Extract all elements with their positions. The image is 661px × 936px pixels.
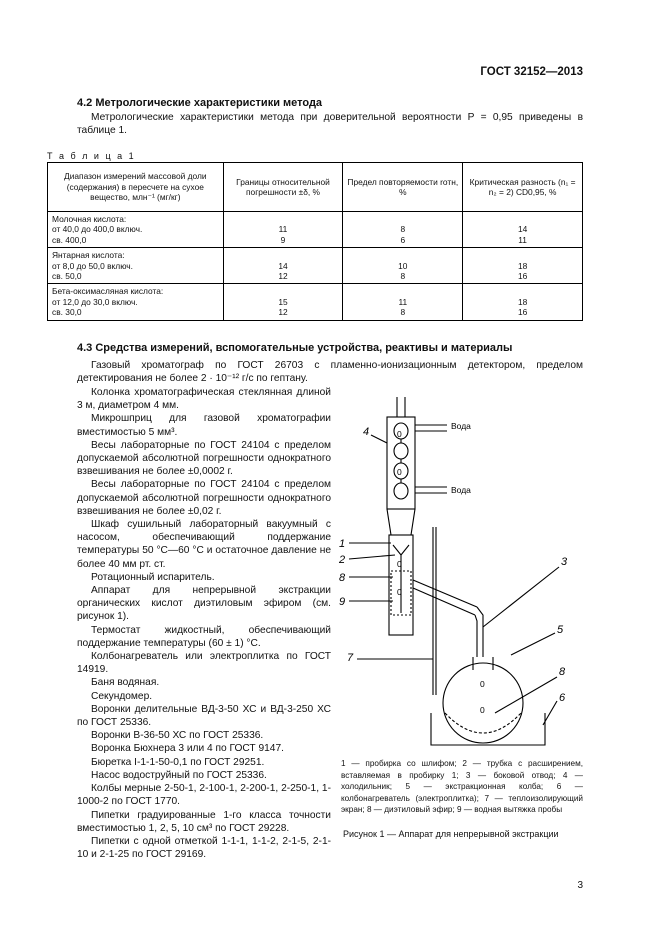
list-item: Воронка Бюхнера 3 или 4 по ГОСТ 9147.	[91, 743, 284, 755]
list-item: Ротационный испаритель.	[91, 571, 215, 583]
value: 10	[398, 260, 408, 271]
zero-mark: 0	[397, 559, 402, 569]
range-value: св. 50,0	[52, 271, 82, 282]
label-9: 9	[339, 596, 346, 608]
range-cell	[48, 212, 224, 248]
table-header-cell: Критическая разность (n₁ = n₂ = 2) CD0,95, %	[463, 163, 583, 212]
value: 14	[278, 260, 288, 271]
value-cell	[463, 212, 583, 248]
label-3: 3	[561, 556, 568, 568]
value: 12	[278, 271, 288, 282]
label-2: 2	[339, 554, 346, 566]
value: 16	[517, 307, 528, 318]
water-bottom-label: Вода	[451, 485, 471, 495]
value: 12	[278, 307, 288, 318]
table-header-cell: Границы относительной погрешности ±δ, %	[223, 163, 343, 212]
label-1: 1	[339, 538, 346, 550]
list-item: Воронки В-36-50 ХС по ГОСТ 25336.	[91, 730, 264, 742]
section-4-3-heading: 4.3 Средства измерений, вспомогательные устройства, реактивы и материалы	[77, 342, 513, 354]
value-cell	[223, 284, 343, 320]
figure-legend: 1 — пробирка со шлифом; 2 — трубка с расширением, вставляемая в пробирку 1; 3 — боковой отвод; 4 — холодильник; 5 — экстракционная колба; 6 — колбонагреватель (электроплитка); 7 — теплоизолирующий экран; 8 — диэтиловый эфир; 9 — водная вытяжка пробы	[341, 759, 583, 815]
standard-header: ГОСТ 32152—2013	[480, 66, 583, 78]
table-caption: Т а б л и ц а 1	[47, 151, 136, 161]
range-cell	[48, 284, 224, 320]
range-value: св. 400,0	[52, 234, 87, 245]
value-cell	[343, 248, 463, 284]
list-item: Термостат жидкостный, обеспечивающий поддержание температуры (60 ± 1) °С.	[77, 624, 331, 649]
list-item: Секундомер.	[91, 690, 153, 702]
range-cell	[48, 248, 224, 284]
label-8-right: 8	[559, 666, 566, 678]
table-row	[48, 248, 583, 284]
list-item: Пипетки градуированные 1-го класса точности вместимостью 1, 2, 5, 10 см³ по ГОСТ 29228.	[77, 809, 331, 834]
label-5: 5	[557, 624, 564, 636]
value: 9	[280, 234, 286, 245]
list-item: Баня водяная.	[91, 677, 160, 689]
list-item: Воронки делительные ВД-3-50 ХС и ВД-3-250 ХС по ГОСТ 25336.	[77, 703, 331, 729]
value-cell	[463, 284, 583, 320]
acid-name: Молочная кислота:	[52, 214, 127, 224]
section-4-2-text: Метрологические характеристики метода при доверительной вероятности P = 0,95 приведены в таблице 1.	[77, 112, 583, 137]
zero-mark: 0	[397, 587, 402, 597]
value: 18	[517, 296, 528, 307]
table-header-cell: Диапазон измерений массовой доли (содержания) в пересчете на сухое вещество, млн⁻¹ (мг/кг)	[48, 163, 224, 212]
zero-mark: 0	[480, 705, 485, 715]
label-6: 6	[559, 692, 566, 704]
list-item: Аппарат для непрерывной экстракции органических кислот диэтиловым эфиром (см. рисунок 1).	[77, 585, 331, 623]
range-value: от 12,0 до 30,0 включ.	[52, 296, 138, 307]
list-item: Весы лабораторные по ГОСТ 24104 с пределом допускаемой абсолютной погрешности однократного взвешивания не более ±0,02 г.	[77, 479, 331, 517]
label-8-left: 8	[339, 572, 346, 584]
label-4: 4	[363, 426, 370, 438]
list-item: Бюретка I-1-1-50-0,1 по ГОСТ 29251.	[91, 756, 265, 768]
acid-name: Янтарная кислота:	[52, 250, 125, 261]
value: 8	[400, 224, 406, 235]
value: 18	[517, 260, 528, 271]
value-cell	[343, 212, 463, 248]
table-row	[48, 212, 583, 248]
value: 16	[517, 271, 528, 282]
range-value: от 40,0 до 400,0 включ.	[52, 224, 143, 235]
value: 8	[400, 271, 406, 282]
list-item: Весы лабораторные по ГОСТ 24104 с пределом допускаемой абсолютной погрешности однократного взвешивания не более ±0,0002 г.	[77, 439, 331, 478]
value-cell	[463, 248, 583, 284]
table-header-row	[48, 163, 583, 212]
zero-mark: 0	[397, 429, 402, 439]
page-number: 3	[577, 880, 583, 891]
equipment-list	[77, 386, 331, 861]
table-row	[48, 284, 583, 320]
table-header-cell: Предел повторяемости rотн, %	[343, 163, 463, 212]
value-cell	[223, 248, 343, 284]
metrology-table	[47, 162, 583, 321]
value: 11	[398, 296, 408, 307]
section-4-2-heading: 4.2 Метрологические характеристики метода	[77, 97, 323, 109]
list-item: Колбы мерные 2-50-1, 2-100-1, 2-200-1, 2-250-1, 1-1000-2 по ГОСТ 1770.	[77, 783, 331, 808]
value: 15	[278, 296, 288, 307]
list-item: Микрошприц для газовой хроматографии вместимостью 5 мм³.	[77, 413, 331, 438]
value: 11	[518, 234, 527, 245]
label-7: 7	[347, 652, 354, 664]
gc-paragraph: Газовый хроматограф по ГОСТ 26703 с пламенно-ионизационным детектором, пределом детектирования не более 2 · 10⁻¹² г/с по гептану.	[77, 360, 583, 385]
value: 11	[278, 224, 288, 235]
acid-name: Бета-оксимасляная кислота:	[52, 286, 164, 297]
water-top-label: Вода	[451, 421, 471, 431]
zero-mark: 0	[480, 679, 485, 689]
list-item: Насос водоструйный по ГОСТ 25336.	[91, 769, 267, 781]
value: 6	[400, 234, 406, 245]
list-item: Колонка хроматографическая стеклянная длиной 3 м, диаметром 4 мм.	[77, 387, 331, 412]
value: 8	[400, 307, 406, 318]
value-cell	[223, 212, 343, 248]
extraction-apparatus-figure	[335, 395, 590, 755]
value-cell	[343, 284, 463, 320]
figure-caption: Рисунок 1 — Аппарат для непрерывной экстракции	[343, 829, 559, 839]
range-value: от 8,0 до 50,0 включ.	[52, 260, 133, 271]
list-item: Шкаф сушильный лабораторный вакуумный с насосом, обеспечивающий поддержание температуры 50 °С—60 °С и остаточное давление не более 40 мм рт. ст.	[77, 519, 331, 570]
zero-mark: 0	[397, 467, 402, 477]
value: 14	[517, 224, 528, 235]
list-item: Колбонагреватель или электроплитка по ГОСТ 14919.	[77, 651, 331, 676]
range-value: св. 30,0	[52, 307, 82, 318]
list-item: Пипетки с одной отметкой 1-1-1, 1-1-2, 2-1-5, 2-1-10 и 2-1-25 по ГОСТ 29169.	[77, 835, 331, 861]
